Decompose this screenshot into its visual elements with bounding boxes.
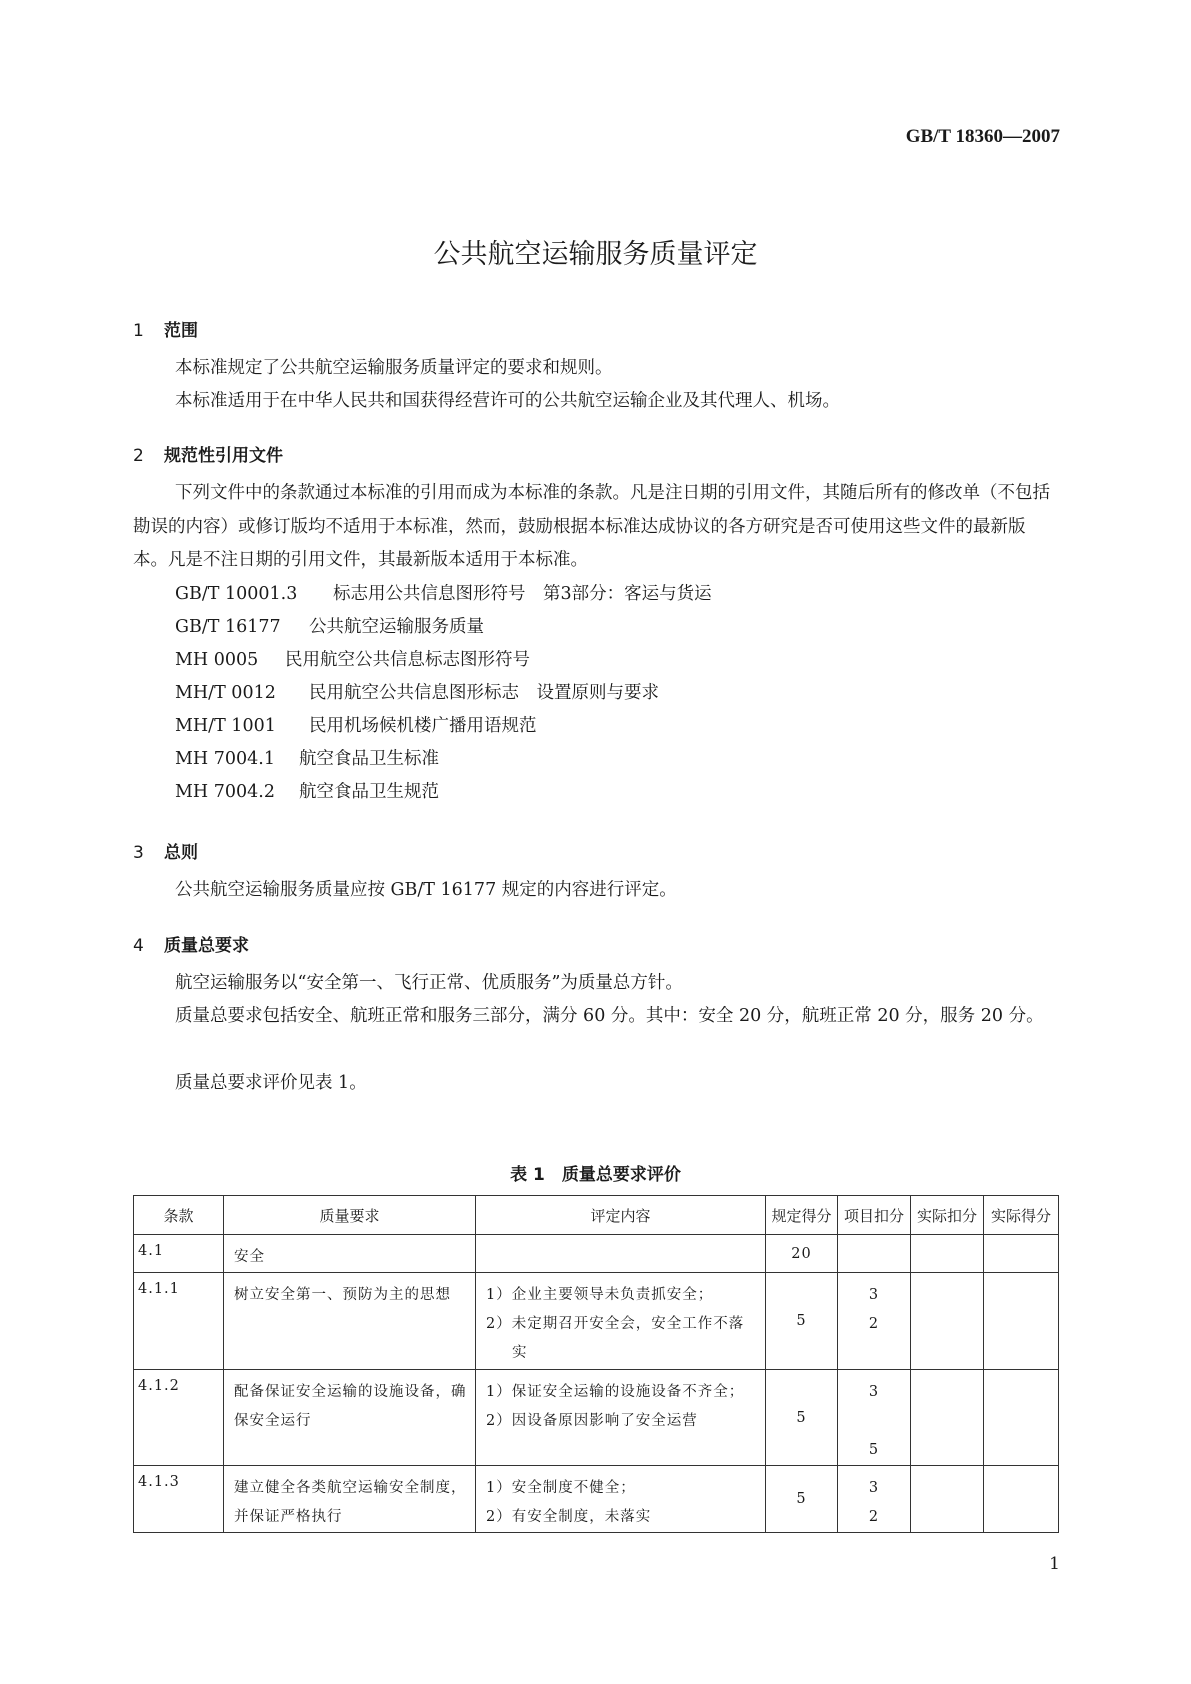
column-header: 条款 — [134, 1196, 224, 1235]
paragraph: 公共航空运输服务质量应按 GB/T 16177 规定的内容进行评定。 — [175, 880, 677, 900]
clause-cell: 4.1.3 — [134, 1466, 224, 1533]
deduction-value: 5 — [868, 1442, 880, 1458]
actual-score-cell — [984, 1235, 1059, 1273]
column-header: 项目扣分 — [838, 1196, 911, 1235]
paragraph: 下列文件中的条款通过本标准的引用而成为本标准的条款。凡是注日期的引用文件，其随后所有的修改单（不包括勘误的内容）或修订版均不适用于本标准，然而，鼓励根据本标准达成协议的各方研究是否可使用这些文件的最新版本。凡是不注日期的引用文件，其最新版本适用于本标准。 — [133, 483, 1050, 570]
clause-cell: 4.1.1 — [134, 1273, 224, 1370]
deduction-cell — [838, 1466, 911, 1533]
reference-item — [175, 745, 439, 770]
section-title: 总则 — [164, 843, 198, 863]
reference-code: MH/T 0012 — [175, 683, 276, 703]
reference-item — [175, 613, 484, 638]
score-cell: 5 — [766, 1370, 838, 1466]
column-header: 实际得分 — [984, 1196, 1059, 1235]
requirement-cell: 配备保证安全运输的设施设备，确保安全运行 — [224, 1370, 476, 1466]
eval-cell — [476, 1235, 766, 1273]
reference-title: 航空食品卫生标准 — [299, 749, 439, 769]
section-4-heading — [133, 931, 249, 956]
reference-item — [175, 580, 712, 605]
section-3-heading — [133, 838, 198, 863]
reference-code: MH 7004.1 — [175, 749, 275, 769]
reference-code: GB/T 10001.3 — [175, 584, 298, 604]
section-number: 1 — [133, 321, 144, 341]
section-title: 范围 — [164, 321, 198, 341]
section-number: 4 — [133, 936, 144, 956]
reference-code: MH 0005 — [175, 650, 259, 670]
table-row — [134, 1235, 1059, 1273]
deduction-cell — [838, 1273, 911, 1370]
eval-item: 1）安全制度不健全； — [486, 1480, 636, 1496]
eval-cell — [476, 1370, 766, 1466]
reference-title: 民用机场候机楼广播用语规范 — [309, 716, 537, 736]
table-row — [134, 1466, 1059, 1533]
actual-score-cell — [984, 1466, 1059, 1533]
deduction-cell — [838, 1235, 911, 1273]
table-caption: 表 1 质量总要求评价 — [510, 1165, 681, 1185]
score-cell: 5 — [766, 1466, 838, 1533]
requirement-cell: 建立健全各类航空运输安全制度，并保证严格执行 — [224, 1466, 476, 1533]
paragraph: 质量总要求评价见表 1。 — [175, 1073, 367, 1093]
eval-item: 2）未定期召开安全会，安全工作不落实 — [486, 1316, 745, 1361]
actual-deduction-cell — [911, 1235, 984, 1273]
reference-title: 民用航空公共信息标志图形符号 — [285, 650, 530, 670]
deduction-value: 3 — [868, 1480, 880, 1496]
deduction-value: 2 — [868, 1509, 880, 1525]
score-cell: 20 — [766, 1235, 838, 1273]
section-number: 2 — [133, 446, 144, 466]
paragraph: 本标准规定了公共航空运输服务质量评定的要求和规则。 — [175, 358, 613, 378]
quality-requirements-table — [133, 1195, 1059, 1533]
actual-deduction-cell — [911, 1466, 984, 1533]
reference-item — [175, 679, 659, 704]
reference-code: MH 7004.2 — [175, 782, 275, 802]
deduction-cell — [838, 1370, 911, 1466]
eval-item: 1）企业主要领导未负责抓安全； — [486, 1287, 714, 1303]
paragraph: 本标准适用于在中华人民共和国获得经营许可的公共航空运输企业及其代理人、机场。 — [175, 391, 840, 411]
eval-item: 1）保证安全运输的设施设备不齐全； — [486, 1384, 745, 1400]
table-row — [134, 1273, 1059, 1370]
clause-cell: 4.1 — [134, 1235, 224, 1273]
table-header-row — [134, 1196, 1059, 1235]
reference-code: MH/T 1001 — [175, 716, 276, 736]
section-title: 规范性引用文件 — [164, 446, 283, 466]
eval-cell — [476, 1273, 766, 1370]
deduction-value: 2 — [868, 1316, 880, 1332]
eval-item: 2）因设备原因影响了安全运营 — [486, 1413, 698, 1429]
eval-cell — [476, 1466, 766, 1533]
paragraph: 航空运输服务以“安全第一、飞行正常、优质服务”为质量总方针。 — [175, 973, 683, 993]
column-header: 评定内容 — [476, 1196, 766, 1235]
requirement-cell: 树立安全第一、预防为主的思想 — [224, 1273, 476, 1370]
section-2-heading — [133, 441, 283, 466]
actual-score-cell — [984, 1370, 1059, 1466]
reference-item — [175, 646, 530, 671]
table-row — [134, 1370, 1059, 1466]
column-header: 实际扣分 — [911, 1196, 984, 1235]
reference-item — [175, 712, 537, 737]
column-header: 质量要求 — [224, 1196, 476, 1235]
section-number: 3 — [133, 843, 144, 863]
column-header: 规定得分 — [766, 1196, 838, 1235]
reference-item — [175, 778, 439, 803]
actual-deduction-cell — [911, 1370, 984, 1466]
document-title: 公共航空运输服务质量评定 — [433, 239, 758, 270]
requirement-cell: 安全 — [224, 1235, 476, 1273]
reference-title: 航空食品卫生规范 — [299, 782, 439, 802]
reference-title: 公共航空运输服务质量 — [309, 617, 484, 637]
standard-number: GB/T 18360—2007 — [905, 126, 1060, 147]
page-number: 1 — [1049, 1554, 1060, 1574]
actual-deduction-cell — [911, 1273, 984, 1370]
reference-title: 标志用公共信息图形符号 第3部分：客运与货运 — [333, 584, 712, 604]
deduction-value: 3 — [868, 1287, 880, 1303]
paragraph: 质量总要求包括安全、航班正常和服务三部分，满分 60 分。其中：安全 20 分，航班正常 20 分，服务 20 分。 — [175, 1006, 1044, 1026]
score-cell: 5 — [766, 1273, 838, 1370]
deduction-value: 3 — [868, 1384, 880, 1400]
actual-score-cell — [984, 1273, 1059, 1370]
eval-item: 2）有安全制度，未落实 — [486, 1509, 652, 1525]
section-title: 质量总要求 — [164, 936, 249, 956]
clause-cell: 4.1.2 — [134, 1370, 224, 1466]
reference-code: GB/T 16177 — [175, 617, 281, 637]
section-1-heading — [133, 316, 198, 341]
reference-title: 民用航空公共信息图形标志 设置原则与要求 — [309, 683, 659, 703]
